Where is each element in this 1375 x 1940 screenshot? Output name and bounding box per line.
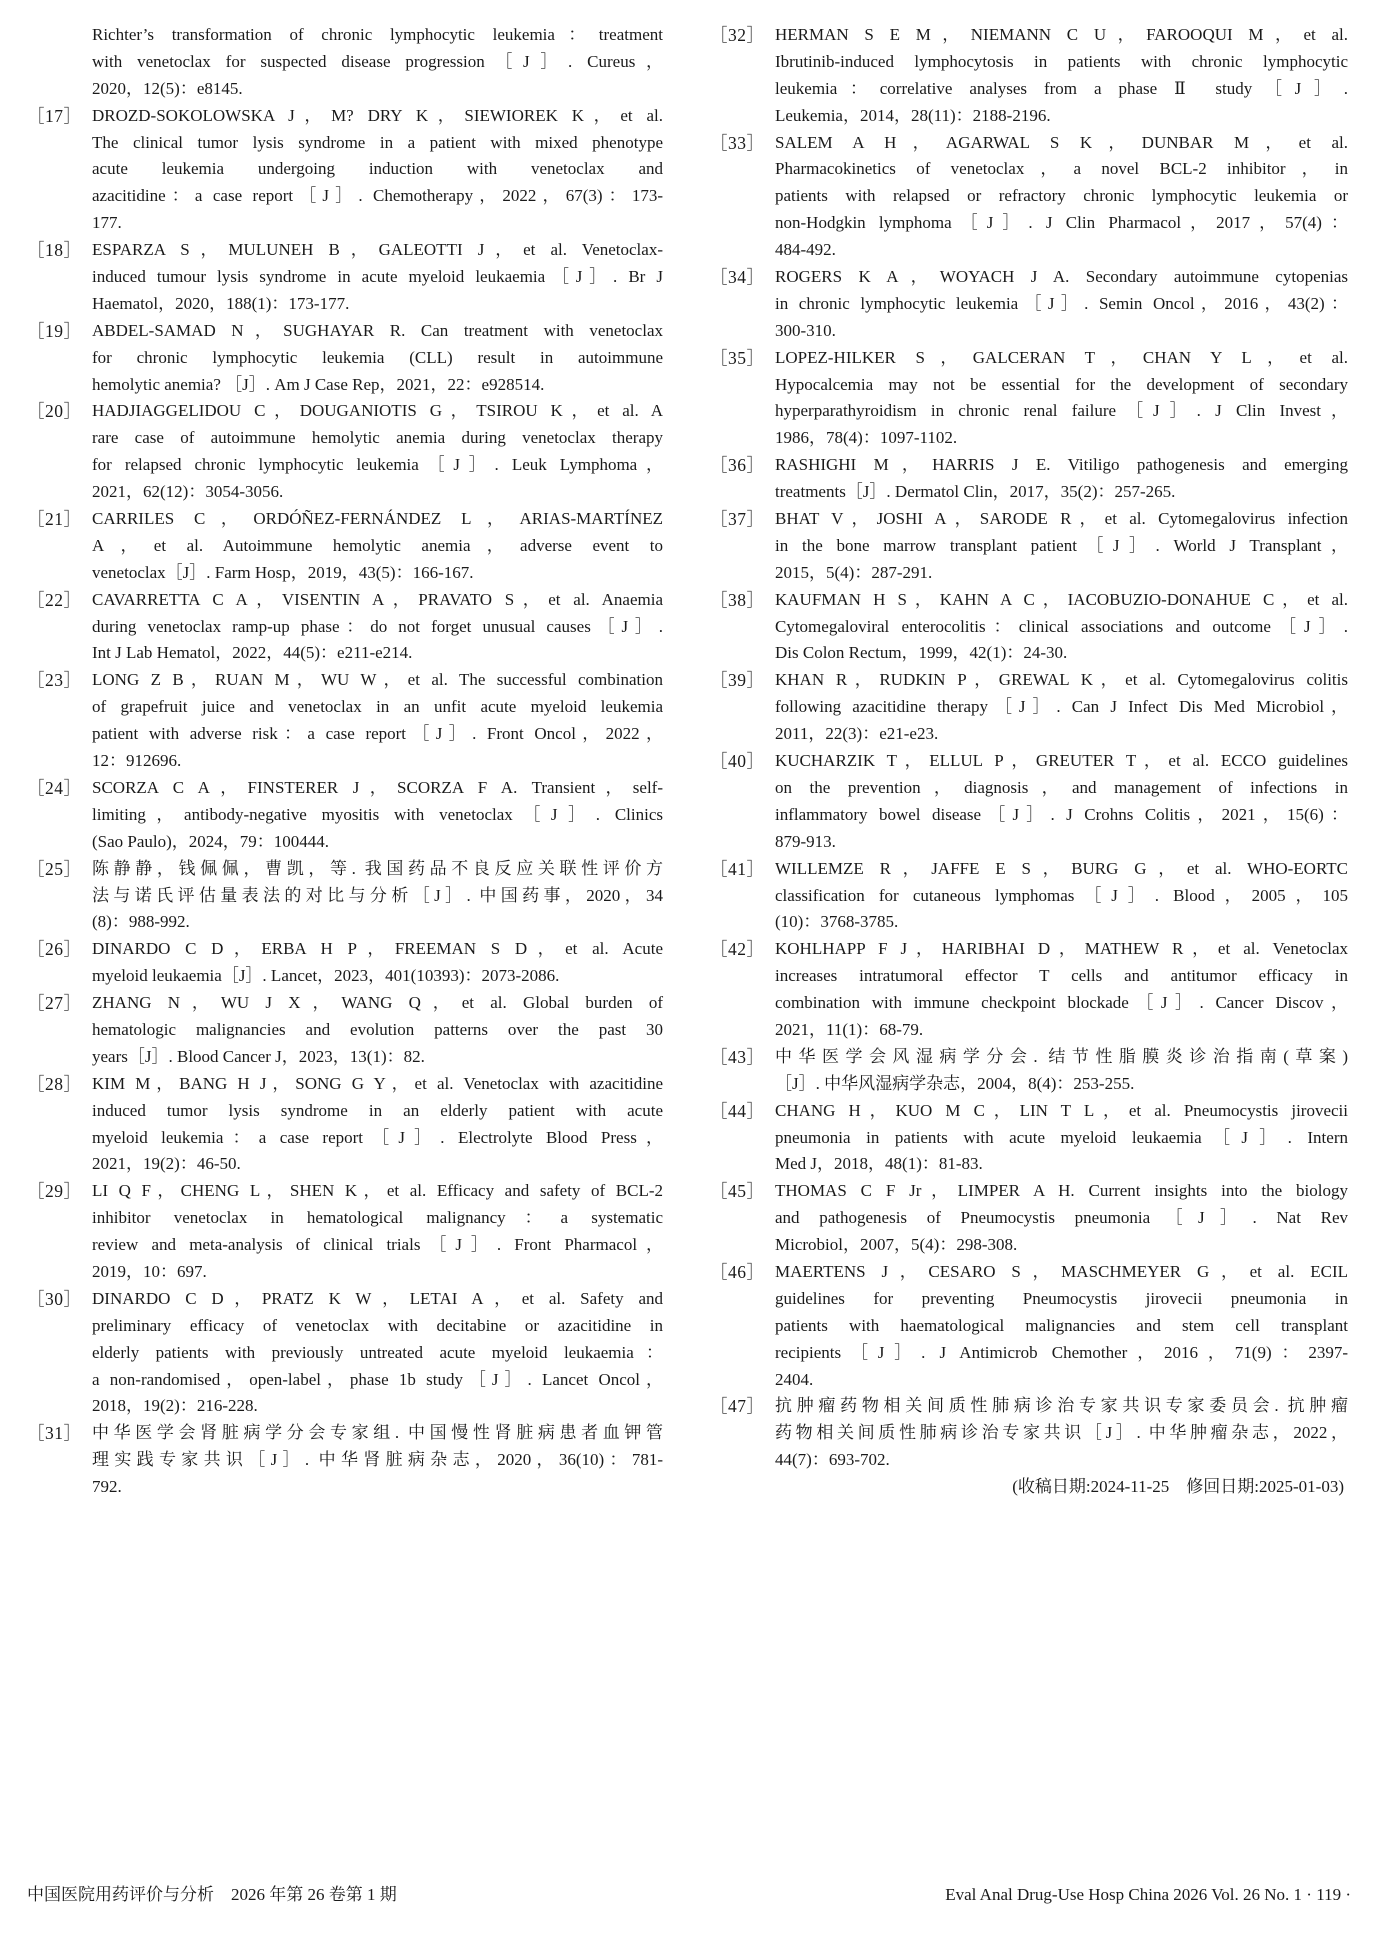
reference-line: Leukemia，2014，28(11)：2188-2196. (775, 105, 1051, 125)
reference-line: DINARDO C D，ERBA H P，FREEMAN S D，et al. Acute (92, 939, 663, 959)
reference-line: patient with adverse risk：a case report［J］. Front Oncol，2022， (92, 724, 663, 744)
reference-number: ［32］ (710, 25, 765, 45)
reference-line: 44(7)：693-702. (775, 1450, 890, 1470)
reference-line: 2021，62(12)：3054-3056. (92, 482, 284, 502)
reference-number: ［38］ (710, 589, 765, 610)
reference-entry (710, 587, 1348, 668)
reference-line: rare case of autoimmune hemolytic anemia during venetoclax therapy (92, 428, 663, 448)
reference-entry (710, 1393, 1348, 1474)
reference-line: hyperparathyroidism in chronic renal failure［J］. J Clin Invest， (775, 401, 1348, 421)
reference-line: LONG Z B，RUAN M，WU W，et al. The successful combination (92, 670, 663, 690)
reference-line: induced tumour lysis syndrome in acute myeloid leukaemia［J］. Br J (92, 267, 663, 287)
reference-line: 2019，10：697. (92, 1261, 207, 1281)
reference-line: CAVARRETTA C A，VISENTIN A，PRAVATO S，et al. Anaemia (92, 589, 663, 609)
reference-line: venetoclax［J］. Farm Hosp，2019，43(5)：166-167. (92, 562, 474, 582)
reference-entry (27, 1420, 663, 1501)
received-revised-dates: (收稿日期:2024-11-25 修回日期:2025-01-03) (1012, 1477, 1344, 1497)
reference-line: DINARDO C D，PRATZ K W，LETAI A，et al. Safety and (92, 1288, 663, 1308)
reference-entry (27, 1286, 663, 1420)
reference-line: LI Q F，CHENG L，SHEN K，et al. Efficacy and safety of BCL-2 (92, 1181, 663, 1201)
reference-line: recipients［J］. J Antimicrob Chemother，2016，71(9)：2397- (775, 1342, 1348, 1362)
reference-text (775, 748, 1348, 856)
reference-line: Dis Colon Rectum，1999，42(1)：24-30. (775, 643, 1068, 663)
reference-text (775, 345, 1348, 453)
reference-text (775, 130, 1348, 264)
reference-line: elderly patients with previously untreated acute myeloid leukaemia： (92, 1342, 663, 1362)
reference-line: Int J Lab Hematol，2022，44(5)：e211-e214. (92, 643, 413, 663)
reference-number: ［20］ (27, 401, 82, 422)
reference-line: 陈静静，钱佩佩，曹凯，等. 我国药品不良反应关联性评价方 (92, 858, 663, 878)
reference-entry (710, 1178, 1348, 1259)
reference-line: inhibitor venetoclax in hematological malignancy：a systematic (92, 1208, 663, 1228)
reference-line: inflammatory bowel disease［J］. J Crohns Colitis，2021，15(6)： (775, 804, 1348, 824)
reference-number: ［46］ (710, 1261, 765, 1282)
reference-line: myeloid leukaemia［J］. Lancet，2023，401(10393)：2073-2086. (92, 966, 560, 986)
reference-text (92, 22, 663, 103)
reference-line: HERMAN S E M，NIEMANN C U，FAROOQUI M，et al. (775, 25, 1348, 44)
reference-line: KAUFMAN H S，KAHN A C，IACOBUZIO-DONAHUE C，et al. (775, 589, 1348, 609)
reference-number: ［27］ (27, 993, 82, 1014)
reference-line: review and meta-analysis of clinical trials［J］. Front Pharmacol， (92, 1235, 663, 1255)
reference-number: ［44］ (710, 1100, 765, 1121)
reference-entry (27, 587, 663, 668)
reference-entry (27, 22, 663, 103)
reference-entry (27, 856, 663, 937)
reference-number: ［45］ (710, 1181, 765, 1202)
reference-text (92, 318, 663, 399)
reference-line: a non-randomised，open-label，phase 1b study［J］. Lancet Oncol， (92, 1369, 663, 1389)
reference-line: increases intratumoral effector T cells and antitumor efficacy in (775, 966, 1348, 986)
reference-line: Med J，2018，48(1)：81-83. (775, 1154, 983, 1174)
reference-line: limiting，antibody-negative myositis with venetoclax［J］. Clinics (92, 804, 663, 824)
reference-entry (27, 506, 663, 587)
reference-entry (710, 1098, 1348, 1179)
reference-line: 2021，19(2)：46-50. (92, 1154, 241, 1174)
reference-text (775, 452, 1348, 506)
reference-line: WILLEMZE R，JAFFE E S，BURG G，et al. WHO-EORTC (775, 858, 1348, 878)
reference-line: 12：912696. (92, 751, 182, 771)
reference-line: years［J］. Blood Cancer J，2023，13(1)：82. (92, 1046, 425, 1066)
reference-line: RASHIGHI M，HARRIS J E. Vitiligo pathogenesis and emerging (775, 455, 1348, 475)
reference-number: ［28］ (27, 1073, 82, 1094)
reference-text (775, 1259, 1348, 1393)
reference-entry (27, 775, 663, 856)
reference-number: ［35］ (710, 347, 765, 368)
reference-entry (27, 398, 663, 506)
reference-line: 177. (92, 213, 122, 233)
reference-number: ［24］ (27, 777, 82, 798)
reference-number: ［18］ (27, 240, 82, 261)
reference-text (775, 936, 1348, 1044)
reference-line: Haematol，2020，188(1)：173-177. (92, 293, 350, 313)
reference-entry (710, 345, 1348, 453)
reference-line: KUCHARZIK T，ELLUL P，GREUTER T，et al. ECCO guidelines (775, 751, 1348, 771)
reference-text (775, 1178, 1348, 1259)
reference-line: in chronic lymphocytic leukemia［J］. Semin Oncol，2016，43(2)： (775, 293, 1348, 313)
reference-line: following azacitidine therapy［J］. Can J Infect Dis Med Microbiol， (775, 697, 1348, 717)
reference-line: preliminary efficacy of venetoclax with decitabine or azacitidine in (92, 1315, 663, 1335)
reference-number: ［42］ (710, 939, 765, 960)
reference-line: myeloid leukemia：a case report［J］. Electrolyte Blood Press， (92, 1127, 663, 1147)
reference-line: The clinical tumor lysis syndrome in a patient with mixed phenotype (92, 132, 663, 152)
reference-number: ［17］ (27, 105, 82, 126)
reference-line: 2011，22(3)：e21-e23. (775, 724, 939, 744)
reference-line: azacitidine：a case report［J］. Chemotherapy，2022，67(3)：173- (92, 186, 663, 206)
reference-line: A，et al. Autoimmune hemolytic anemia，adverse event to (92, 535, 663, 555)
reference-line: 中华医学会肾脏病学分会专家组. 中国慢性肾脏病患者血钾管 (92, 1423, 663, 1443)
reference-entry (27, 1178, 663, 1286)
reference-text (92, 990, 663, 1071)
journal-footer-english: Eval Anal Drug-Use Hosp China 2026 Vol. 26 No. 1 · 119 · (945, 1885, 1351, 1904)
reference-line: ESPARZA S，MULUNEH B，GALEOTTI J，et al. Venetoclax- (92, 240, 663, 260)
reference-entry (27, 990, 663, 1071)
reference-text (92, 1420, 663, 1501)
reference-line: 法与诺氏评估量表法的对比与分析［J］. 中国药事，2020，34 (92, 885, 663, 905)
reference-line: induced tumor lysis syndrome in an elderly patient with acute (92, 1100, 663, 1120)
reference-text (92, 506, 663, 587)
reference-line: non-Hodgkin lymphoma［J］. J Clin Pharmacol，2017，57(4)： (775, 213, 1348, 233)
journal-footer-chinese: 中国医院用药评价与分析 2026 年第 26 卷第 1 期 (27, 1885, 397, 1904)
reference-number: ［29］ (27, 1181, 82, 1202)
reference-entry (27, 103, 663, 237)
reference-number: ［41］ (710, 858, 765, 879)
reference-column-left (27, 22, 663, 1501)
reference-text (775, 506, 1348, 587)
reference-line: Pharmacokinetics of venetoclax，a novel BCL-2 inhibitor，in (775, 159, 1348, 179)
reference-line: 2020，12(5)：e8145. (92, 78, 243, 98)
reference-text (775, 22, 1348, 130)
reference-text (92, 856, 663, 937)
reference-text (775, 1044, 1348, 1098)
reference-line: SCORZA C A，FINSTERER J，SCORZA F A. Transient，self- (92, 777, 663, 797)
reference-entry (710, 1259, 1348, 1393)
reference-number: ［40］ (710, 751, 765, 772)
reference-line: 理实践专家共识［J］. 中华肾脏病杂志，2020，36(10)：781- (92, 1450, 663, 1470)
reference-line: patients with relapsed or refractory chronic lymphocytic leukemia or (775, 186, 1348, 206)
reference-line: Richter’s transformation of chronic lymphocytic leukemia：treatment (92, 25, 663, 44)
reference-line: 抗肿瘤药物相关间质性肺病诊治专家共识专家委员会. 抗肿瘤 (775, 1396, 1348, 1416)
reference-entry (710, 452, 1348, 506)
reference-entry (710, 856, 1348, 937)
reference-entry (710, 506, 1348, 587)
reference-line: ABDEL-SAMAD N，SUGHAYAR R. Can treatment with venetoclax (92, 320, 663, 340)
reference-line: patients with haematological malignancies and stem cell transplant (775, 1315, 1348, 1335)
reference-line: ROGERS K A，WOYACH J A. Secondary autoimmune cytopenias (775, 267, 1348, 287)
reference-line: (10)：3768-3785. (775, 912, 899, 932)
reference-number: ［37］ (710, 509, 765, 530)
reference-line: for relapsed chronic lymphocytic leukemia［J］. Leuk Lymphoma， (92, 455, 663, 475)
reference-line: with venetoclax for suspected disease progression［J］. Cureus， (92, 51, 663, 71)
reference-text (775, 1098, 1348, 1179)
reference-text (92, 587, 663, 668)
reference-line: leukemia：correlative analyses from a phase Ⅱ study［J］. (775, 78, 1348, 98)
reference-line: KOHLHAPP F J，HARIBHAI D，MATHEW R，et al. Venetoclax (775, 939, 1348, 959)
reference-entry (710, 748, 1348, 856)
reference-entry (710, 22, 1348, 130)
reference-entry (710, 667, 1348, 748)
reference-text (775, 264, 1348, 345)
reference-line: hemolytic anemia? ［J］. Am J Case Rep，2021，22：e928514. (92, 374, 545, 394)
reference-line: hematologic malignancies and evolution patterns over the past 30 (92, 1019, 663, 1039)
reference-line: guidelines for preventing Pneumocystis jirovecii pneumonia in (775, 1288, 1348, 1308)
reference-line: acute leukemia undergoing induction with venetoclax and (92, 159, 663, 179)
reference-line: LOPEZ-HILKER S，GALCERAN T，CHAN Y L，et al. (775, 347, 1348, 367)
reference-number: ［34］ (710, 267, 765, 288)
reference-line: on the prevention，diagnosis，and management of infections in (775, 777, 1348, 797)
reference-line: CARRILES C，ORDÓÑEZ-FERNÁNDEZ L，ARIAS-MARTÍNEZ (92, 509, 663, 529)
reference-text (775, 856, 1348, 937)
reference-number: ［25］ (27, 858, 82, 879)
reference-number: ［26］ (27, 939, 82, 960)
reference-entry (27, 667, 663, 775)
reference-line: KHAN R，RUDKIN P，GREWAL K，et al. Cytomegalovirus colitis (775, 670, 1348, 690)
reference-entry (27, 237, 663, 318)
reference-line: BHAT V，JOSHI A，SARODE R，et al. Cytomegalovirus infection (775, 509, 1348, 529)
reference-text (92, 237, 663, 318)
reference-number: ［39］ (710, 670, 765, 691)
reference-line: CHANG H，KUO M C，LIN T L，et al. Pneumocystis jirovecii (775, 1100, 1348, 1120)
reference-line: MAERTENS J，CESARO S，MASCHMEYER G，et al. ECIL (775, 1261, 1348, 1281)
reference-number: ［31］ (27, 1423, 82, 1444)
reference-number: ［36］ (710, 455, 765, 476)
reference-text (92, 775, 663, 856)
reference-text (92, 1178, 663, 1286)
reference-entry (27, 1071, 663, 1179)
reference-entry (27, 936, 663, 990)
reference-text (775, 667, 1348, 748)
reference-text (92, 1071, 663, 1179)
reference-text (92, 103, 663, 237)
reference-number: ［22］ (27, 589, 82, 610)
reference-line: classification for cutaneous lymphomas［J］. Blood，2005，105 (775, 885, 1348, 905)
reference-line: ［J］. 中华风湿病学杂志，2004，8(4)：253-255. (775, 1073, 1135, 1093)
reference-number: ［21］ (27, 509, 82, 530)
reference-line: (Sao Paulo)，2024，79：100444. (92, 831, 330, 851)
reference-line: and pathogenesis of Pneumocystis pneumonia［J］. Nat Rev (775, 1208, 1348, 1228)
reference-line: HADJIAGGELIDOU C，DOUGANIOTIS G，TSIROU K，et al. A (92, 401, 663, 421)
reference-text (92, 936, 663, 990)
reference-line: for chronic lymphocytic leukemia (CLL) result in autoimmune (92, 347, 663, 367)
reference-number: ［23］ (27, 670, 82, 691)
reference-text (92, 398, 663, 506)
reference-entry (710, 1044, 1348, 1098)
reference-line: 2404. (775, 1369, 814, 1389)
reference-line: (8)：988-992. (92, 912, 190, 932)
reference-line: ZHANG N，WU J X，WANG Q，et al. Global burden of (92, 993, 663, 1013)
reference-text (92, 667, 663, 775)
reference-line: Ibrutinib-induced lymphocytosis in patients with chronic lymphocytic (775, 51, 1348, 71)
reference-entry (710, 264, 1348, 345)
reference-line: 792. (92, 1477, 122, 1497)
reference-line: 药物相关间质性肺病诊治专家共识［J］. 中华肿瘤杂志，2022， (775, 1423, 1348, 1443)
reference-line: combination with immune checkpoint blockade［J］. Cancer Discov， (775, 993, 1348, 1013)
reference-line: 2021，11(1)：68-79. (775, 1019, 924, 1039)
reference-text (775, 587, 1348, 668)
reference-number: ［30］ (27, 1288, 82, 1309)
reference-number: ［47］ (710, 1396, 765, 1417)
reference-line: Microbiol，2007，5(4)：298-308. (775, 1235, 1018, 1255)
reference-number: ［33］ (710, 132, 765, 153)
reference-line: treatments［J］. Dermatol Clin，2017，35(2)：257-265. (775, 482, 1176, 502)
reference-line: THOMAS C F Jr，LIMPER A H. Current insights into the biology (775, 1181, 1348, 1201)
reference-line: 300-310. (775, 320, 836, 340)
reference-line: 484-492. (775, 240, 836, 260)
reference-number: ［43］ (710, 1046, 765, 1067)
reference-entry (710, 936, 1348, 1044)
reference-entry (27, 318, 663, 399)
reference-entry (710, 130, 1348, 264)
reference-line: 879-913. (775, 831, 836, 851)
reference-line: 2018，19(2)：216-228. (92, 1396, 258, 1416)
reference-line: Hypocalcemia may not be essential for the development of secondary (775, 374, 1348, 394)
reference-line: of grapefruit juice and venetoclax in an unfit acute myeloid leukemia (92, 697, 663, 717)
reference-line: 中华医学会风湿病学分会. 结节性脂膜炎诊治指南(草案) (775, 1046, 1348, 1066)
reference-line: DROZD-SOKOLOWSKA J，M? DRY K，SIEWIOREK K，et al. (92, 105, 663, 125)
reference-line: 1986，78(4)：1097-1102. (775, 428, 958, 448)
reference-number: ［19］ (27, 320, 82, 341)
reference-line: SALEM A H，AGARWAL S K，DUNBAR M，et al. (775, 132, 1348, 152)
reference-line: during venetoclax ramp-up phase：do not forget unusual causes［J］. (92, 616, 663, 636)
reference-line: 2015，5(4)：287-291. (775, 562, 933, 582)
reference-line: Cytomegaloviral enterocolitis：clinical associations and outcome［J］. (775, 616, 1348, 636)
reference-line: pneumonia in patients with acute myeloid leukaemia［J］. Intern (775, 1127, 1348, 1147)
reference-text (775, 1393, 1348, 1474)
reference-column-right (710, 22, 1348, 1501)
reference-line: in the bone marrow transplant patient［J］. World J Transplant， (775, 535, 1348, 555)
reference-line: KIM M，BANG H J，SONG G Y，et al. Venetoclax with azacitidine (92, 1073, 663, 1093)
reference-text (92, 1286, 663, 1420)
